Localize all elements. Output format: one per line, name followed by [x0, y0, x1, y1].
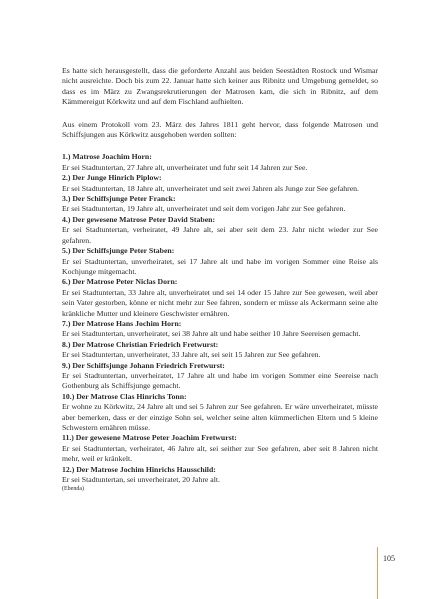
entry-heading: 7.) Der Matrose Hans Jochim Horn: — [62, 318, 182, 328]
entry-body: Er sei Stadtuntertan, sei unverheiratet, 20 Jahre alt. — [62, 475, 220, 485]
intro-paragraph-1: Es hatte sich herausgestellt, dass die geforderte Anzahl aus beiden Seestädten Rostock und Wismar nicht ausreichte. Doch bis zum 22. Januar hatte sich keiner aus Ribnitz und Umgebung gemeldet, so dass es im März zu Zwangsrekrutierungen der Matrosen kam, die sich in Ribnitz, auf dem Kämmereigut Körkwitz und auf dem Fischland aufhielten. — [62, 66, 378, 107]
entry-heading: 3.) Der Schiffsjunge Peter Franck: — [62, 194, 176, 204]
entry-heading: 8.) Der Matrose Christian Friedrich Fretwurst: — [62, 339, 219, 349]
entry-body: Er sei Stadtuntertan, 19 Jahre alt, unverheiratet und seit dem vorigen Jahr zur See gefahren. — [62, 204, 346, 214]
entry-body: Er sei Stadtuntertan, unverheiratet, sei 38 Jahre alt und habe seither 10 Jahre Seereisen gemacht. — [62, 329, 361, 339]
entry-list — [62, 152, 378, 485]
entry-heading: 12.) Der Matrose Jochim Hinrichs Hausschild: — [62, 464, 216, 474]
entry-body: Er sei Stadtuntertan, 18 Jahre alt, unverheiratet und seit zwei Jahren als Junge zur See gefahren. — [62, 183, 359, 193]
entry-body: Er sei Stadtuntertan, verheiratet, 49 Jahre alt, sei aber seit dem 23. Jahr nicht wieder zur See gefahren. — [62, 225, 378, 245]
entry-body: Er sei Stadtuntertan, 27 Jahre alt, unverheiratet und fuhr seit 14 Jahren zur See. — [62, 162, 308, 172]
entry-body: Er wohne zu Körkwitz, 24 Jahre alt und sei 5 Jahren zur See gefahren. Er wäre unverheiratet, müsste aber bemerken, dass er der einzige Sohn sei, welcher seine alten kümmerlichen Eltern und 5 kleine Schwestern ernähren müsse. — [62, 402, 378, 432]
entry-heading: 11.) Der gewesene Matrose Peter Joachim Fretwurst: — [62, 433, 237, 443]
source-note: (Ebenda) — [62, 486, 84, 493]
entry-body: Er sei Stadtuntertan, unverheiratet, sei 17 Jahre alt und habe im vorigen Sommer eine Reise als Kochjunge mitgemacht. — [62, 256, 378, 276]
page-number: 105 — [383, 554, 395, 563]
entry-body: Er sei Stadtuntertan, 33 Jahre alt, unverheiratet und sei 14 oder 15 Jahre zur See gewesen, weil aber sein Vater gestorben, könne er nicht mehr zur See fahren, sondern er müsse als Ackermann seine alte kränkliche Mutter und kleinere Geschwister ernähren. — [62, 287, 378, 318]
entry-heading: 4.) Der gewesene Matrose Peter David Staben: — [62, 214, 216, 224]
entry-heading: 6.) Der Matrose Peter Niclas Dorn: — [62, 277, 178, 287]
entry-heading: 10.) Der Matrose Clas Hinrichs Tonn: — [62, 391, 187, 401]
entry-heading: 9.) Der Schiffsjunge Johann Friedrich Fretwurst: — [62, 360, 225, 370]
intro-paragraph-2: Aus einem Protokoll vom 23. März des Jahres 1811 geht hervor, dass folgende Matrosen und Schiffsjungen aus Körkwitz ausgehoben werden sollten: — [62, 119, 378, 140]
entry-body: Er sei Stadtuntertan, unverheiratet, 17 Jahre alt und habe im vorigen Sommer eine Seereise nach Gothenburg als Schiffsjunge gemacht. — [62, 370, 378, 391]
entry-body: Er sei Stadtuntertan, unverheiratet, 33 Jahre alt, sei seit 15 Jahren zur See gefahren. — [62, 350, 321, 360]
page-number-rule — [377, 547, 378, 599]
entry-heading: 5.) Der Schiffsjunge Peter Staben: — [62, 246, 175, 256]
entry-body: Er sei Stadtuntertan, verheiratet, 46 Jahre alt, sei seither zur See gefahren, aber seit 8 Jahren nicht mehr, weil er kränkelt. — [62, 443, 378, 464]
entry-heading: 1.) Matrose Joachim Horn: — [62, 152, 152, 162]
entry-heading: 2.) Der Junge Hinrich Piplow: — [62, 173, 162, 183]
text-block — [62, 66, 378, 494]
